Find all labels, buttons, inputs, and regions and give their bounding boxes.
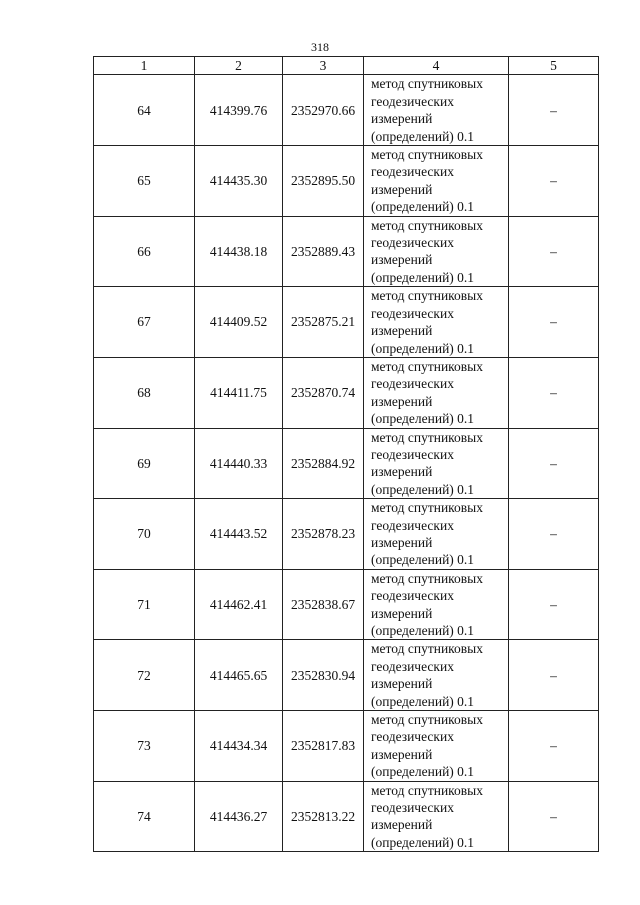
note-cell: – (509, 216, 599, 287)
table-header (94, 57, 599, 75)
coordinates-table (93, 56, 599, 852)
note-cell: – (509, 569, 599, 640)
point-number-cell: 66 (94, 216, 195, 287)
x-coordinate-cell: 414411.75 (195, 357, 283, 428)
y-coordinate-cell: 2352884.92 (283, 428, 364, 499)
header-col-4: 4 (364, 57, 509, 75)
table-row (94, 357, 599, 428)
point-number-cell: 73 (94, 711, 195, 782)
note-cell: – (509, 287, 599, 358)
note-cell: – (509, 711, 599, 782)
x-coordinate-cell: 414436.27 (195, 781, 283, 852)
y-coordinate-cell: 2352875.21 (283, 287, 364, 358)
method-cell: метод спутниковых геодезических измерений (определений) 0.1 (364, 640, 509, 711)
method-cell: метод спутниковых геодезических измерений (определений) 0.1 (364, 75, 509, 146)
x-coordinate-cell: 414434.34 (195, 711, 283, 782)
y-coordinate-cell: 2352838.67 (283, 569, 364, 640)
note-cell: – (509, 146, 599, 217)
point-number-cell: 67 (94, 287, 195, 358)
table-row (94, 499, 599, 570)
header-col-5: 5 (509, 57, 599, 75)
header-row (94, 57, 599, 75)
x-coordinate-cell: 414462.41 (195, 569, 283, 640)
table-row (94, 711, 599, 782)
method-cell: метод спутниковых геодезических измерений (определений) 0.1 (364, 711, 509, 782)
point-number-cell: 65 (94, 146, 195, 217)
y-coordinate-cell: 2352830.94 (283, 640, 364, 711)
x-coordinate-cell: 414409.52 (195, 287, 283, 358)
point-number-cell: 69 (94, 428, 195, 499)
table-row (94, 781, 599, 852)
method-cell: метод спутниковых геодезических измерений (определений) 0.1 (364, 146, 509, 217)
method-cell: метод спутниковых геодезических измерений (определений) 0.1 (364, 499, 509, 570)
table-row (94, 216, 599, 287)
table-row (94, 75, 599, 146)
note-cell: – (509, 499, 599, 570)
x-coordinate-cell: 414399.76 (195, 75, 283, 146)
y-coordinate-cell: 2352889.43 (283, 216, 364, 287)
point-number-cell: 74 (94, 781, 195, 852)
note-cell: – (509, 640, 599, 711)
method-cell: метод спутниковых геодезических измерений (определений) 0.1 (364, 569, 509, 640)
table-row (94, 428, 599, 499)
x-coordinate-cell: 414438.18 (195, 216, 283, 287)
table-body (94, 75, 599, 852)
table-row (94, 146, 599, 217)
point-number-cell: 71 (94, 569, 195, 640)
method-cell: метод спутниковых геодезических измерений (определений) 0.1 (364, 781, 509, 852)
point-number-cell: 64 (94, 75, 195, 146)
y-coordinate-cell: 2352878.23 (283, 499, 364, 570)
table-row (94, 287, 599, 358)
note-cell: – (509, 75, 599, 146)
x-coordinate-cell: 414443.52 (195, 499, 283, 570)
y-coordinate-cell: 2352895.50 (283, 146, 364, 217)
x-coordinate-cell: 414440.33 (195, 428, 283, 499)
method-cell: метод спутниковых геодезических измерений (определений) 0.1 (364, 287, 509, 358)
method-cell: метод спутниковых геодезических измерений (определений) 0.1 (364, 216, 509, 287)
point-number-cell: 72 (94, 640, 195, 711)
y-coordinate-cell: 2352970.66 (283, 75, 364, 146)
page-number: 318 (311, 40, 329, 54)
point-number-cell: 70 (94, 499, 195, 570)
header-col-2: 2 (195, 57, 283, 75)
header-col-3: 3 (283, 57, 364, 75)
y-coordinate-cell: 2352817.83 (283, 711, 364, 782)
method-cell: метод спутниковых геодезических измерений (определений) 0.1 (364, 357, 509, 428)
y-coordinate-cell: 2352813.22 (283, 781, 364, 852)
table-row (94, 569, 599, 640)
table-row (94, 640, 599, 711)
y-coordinate-cell: 2352870.74 (283, 357, 364, 428)
x-coordinate-cell: 414435.30 (195, 146, 283, 217)
note-cell: – (509, 781, 599, 852)
point-number-cell: 68 (94, 357, 195, 428)
x-coordinate-cell: 414465.65 (195, 640, 283, 711)
header-col-1: 1 (94, 57, 195, 75)
note-cell: – (509, 428, 599, 499)
note-cell: – (509, 357, 599, 428)
method-cell: метод спутниковых геодезических измерений (определений) 0.1 (364, 428, 509, 499)
